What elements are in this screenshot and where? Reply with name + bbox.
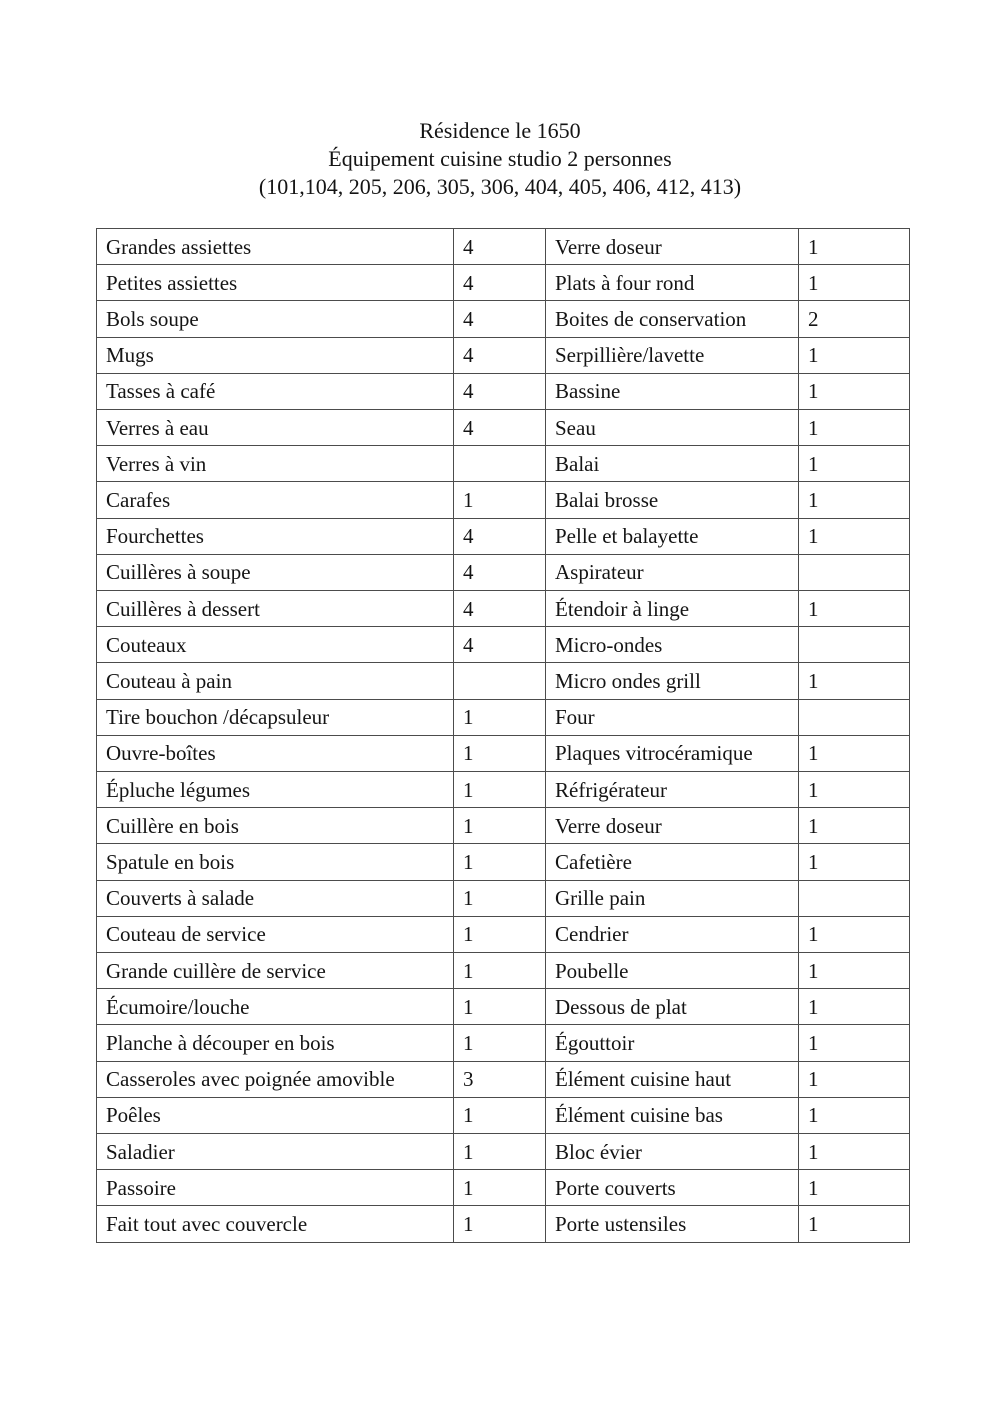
item-name-right: Porte ustensiles — [546, 1206, 799, 1243]
item-name-left: Petites assiettes — [97, 265, 454, 301]
table-row — [97, 229, 910, 265]
item-qty-right: 1 — [799, 663, 910, 699]
item-qty-left: 4 — [454, 627, 546, 663]
item-qty-left: 1 — [454, 1134, 546, 1170]
table-row — [97, 554, 910, 590]
item-qty-left: 1 — [454, 808, 546, 844]
item-name-right: Micro-ondes — [546, 627, 799, 663]
item-name-left: Couteau à pain — [97, 663, 454, 699]
table-row — [97, 880, 910, 916]
item-qty-right — [799, 627, 910, 663]
table-row — [97, 772, 910, 808]
item-qty-left: 1 — [454, 844, 546, 880]
item-qty-right: 1 — [799, 1097, 910, 1133]
item-qty-left: 4 — [454, 518, 546, 554]
item-name-right: Pelle et balayette — [546, 518, 799, 554]
item-name-right: Égouttoir — [546, 1025, 799, 1061]
item-name-left: Carafes — [97, 482, 454, 518]
item-qty-right: 1 — [799, 808, 910, 844]
item-qty-left: 4 — [454, 554, 546, 590]
item-qty-right: 1 — [799, 1134, 910, 1170]
item-name-left: Couverts à salade — [97, 880, 454, 916]
item-qty-right: 1 — [799, 844, 910, 880]
item-qty-left: 1 — [454, 880, 546, 916]
item-qty-right: 1 — [799, 591, 910, 627]
item-qty-left: 1 — [454, 1025, 546, 1061]
item-qty-left: 1 — [454, 1206, 546, 1243]
item-qty-left: 1 — [454, 1097, 546, 1133]
item-name-left: Tire bouchon /décapsuleur — [97, 699, 454, 735]
table-row — [97, 808, 910, 844]
item-qty-left — [454, 446, 546, 482]
table-row — [97, 482, 910, 518]
item-qty-right: 2 — [799, 301, 910, 337]
item-qty-right: 1 — [799, 446, 910, 482]
item-qty-left: 1 — [454, 772, 546, 808]
item-qty-left: 1 — [454, 699, 546, 735]
table-row — [97, 1097, 910, 1133]
item-name-right: Porte couverts — [546, 1170, 799, 1206]
item-qty-right — [799, 554, 910, 590]
item-name-left: Verres à vin — [97, 446, 454, 482]
document-header — [0, 117, 1000, 201]
item-name-left: Couteaux — [97, 627, 454, 663]
item-name-right: Cendrier — [546, 916, 799, 952]
item-name-left: Ouvre-boîtes — [97, 735, 454, 771]
table-row — [97, 1206, 910, 1243]
item-name-right: Four — [546, 699, 799, 735]
item-qty-right — [799, 880, 910, 916]
item-name-left: Épluche légumes — [97, 772, 454, 808]
item-qty-right: 1 — [799, 1206, 910, 1243]
item-name-right: Verre doseur — [546, 229, 799, 265]
item-name-right: Étendoir à linge — [546, 591, 799, 627]
item-name-left: Bols soupe — [97, 301, 454, 337]
table-row — [97, 337, 910, 373]
table-row — [97, 1170, 910, 1206]
table-row — [97, 699, 910, 735]
equipment-table — [96, 228, 910, 1243]
item-name-left: Cuillères à soupe — [97, 554, 454, 590]
document-subtitle: Équipement cuisine studio 2 personnes — [328, 146, 672, 171]
table-row — [97, 446, 910, 482]
item-name-right: Serpillière/lavette — [546, 337, 799, 373]
item-name-right: Plaques vitrocéramique — [546, 735, 799, 771]
table-row — [97, 301, 910, 337]
item-name-left: Poêles — [97, 1097, 454, 1133]
item-name-right: Bloc évier — [546, 1134, 799, 1170]
item-name-right: Bassine — [546, 373, 799, 409]
item-name-left: Verres à eau — [97, 410, 454, 446]
table-row — [97, 953, 910, 989]
item-qty-right: 1 — [799, 265, 910, 301]
item-name-left: Saladier — [97, 1134, 454, 1170]
item-qty-right: 1 — [799, 229, 910, 265]
item-qty-right: 1 — [799, 989, 910, 1025]
table-row — [97, 410, 910, 446]
table-row — [97, 627, 910, 663]
item-name-right: Élément cuisine bas — [546, 1097, 799, 1133]
item-qty-right: 1 — [799, 772, 910, 808]
item-name-right: Dessous de plat — [546, 989, 799, 1025]
item-name-right: Élément cuisine haut — [546, 1061, 799, 1097]
item-qty-left: 4 — [454, 301, 546, 337]
item-name-left: Passoire — [97, 1170, 454, 1206]
item-qty-left: 4 — [454, 337, 546, 373]
item-qty-left: 3 — [454, 1061, 546, 1097]
item-name-left: Fait tout avec couvercle — [97, 1206, 454, 1243]
equipment-table-body — [97, 229, 910, 1243]
item-name-left: Casseroles avec poignée amovible — [97, 1061, 454, 1097]
item-qty-left: 4 — [454, 265, 546, 301]
item-name-right: Grille pain — [546, 880, 799, 916]
table-row — [97, 265, 910, 301]
item-name-right: Cafetière — [546, 844, 799, 880]
item-qty-left: 4 — [454, 591, 546, 627]
item-qty-right: 1 — [799, 953, 910, 989]
table-row — [97, 591, 910, 627]
item-qty-right: 1 — [799, 1170, 910, 1206]
item-qty-left: 1 — [454, 1170, 546, 1206]
table-row — [97, 735, 910, 771]
item-qty-right: 1 — [799, 735, 910, 771]
item-name-left: Mugs — [97, 337, 454, 373]
item-qty-left: 4 — [454, 373, 546, 409]
item-qty-left: 4 — [454, 410, 546, 446]
item-qty-right: 1 — [799, 410, 910, 446]
item-qty-left: 1 — [454, 735, 546, 771]
item-qty-right: 1 — [799, 373, 910, 409]
table-row — [97, 916, 910, 952]
item-qty-right: 1 — [799, 1025, 910, 1061]
item-qty-right: 1 — [799, 518, 910, 554]
item-name-right: Aspirateur — [546, 554, 799, 590]
item-qty-right: 1 — [799, 337, 910, 373]
item-qty-left: 4 — [454, 229, 546, 265]
item-qty-left: 1 — [454, 916, 546, 952]
item-name-left: Cuillères à dessert — [97, 591, 454, 627]
table-row — [97, 373, 910, 409]
item-name-right: Plats à four rond — [546, 265, 799, 301]
item-qty-left: 1 — [454, 953, 546, 989]
item-name-left: Écumoire/louche — [97, 989, 454, 1025]
item-qty-left — [454, 663, 546, 699]
item-name-right: Poubelle — [546, 953, 799, 989]
item-qty-right: 1 — [799, 1061, 910, 1097]
item-name-right: Réfrigérateur — [546, 772, 799, 808]
item-qty-left: 1 — [454, 482, 546, 518]
item-name-left: Spatule en bois — [97, 844, 454, 880]
table-row — [97, 1134, 910, 1170]
item-qty-right: 1 — [799, 482, 910, 518]
table-row — [97, 663, 910, 699]
item-qty-right: 1 — [799, 916, 910, 952]
item-name-left: Fourchettes — [97, 518, 454, 554]
item-name-right: Micro ondes grill — [546, 663, 799, 699]
item-name-right: Balai brosse — [546, 482, 799, 518]
room-numbers-list: (101,104, 205, 206, 305, 306, 404, 405, 406, 412, 413) — [258, 174, 742, 199]
item-name-left: Grandes assiettes — [97, 229, 454, 265]
item-name-left: Grande cuillère de service — [97, 953, 454, 989]
item-name-left: Tasses à café — [97, 373, 454, 409]
table-row — [97, 518, 910, 554]
item-name-right: Balai — [546, 446, 799, 482]
item-name-right: Seau — [546, 410, 799, 446]
item-name-left: Couteau de service — [97, 916, 454, 952]
table-row — [97, 989, 910, 1025]
item-qty-left: 1 — [454, 989, 546, 1025]
item-name-left: Planche à découper en bois — [97, 1025, 454, 1061]
document-title: Résidence le 1650 — [419, 118, 581, 143]
table-row — [97, 1061, 910, 1097]
item-name-right: Boites de conservation — [546, 301, 799, 337]
item-name-right: Verre doseur — [546, 808, 799, 844]
item-qty-right — [799, 699, 910, 735]
table-row — [97, 844, 910, 880]
item-name-left: Cuillère en bois — [97, 808, 454, 844]
table-row — [97, 1025, 910, 1061]
